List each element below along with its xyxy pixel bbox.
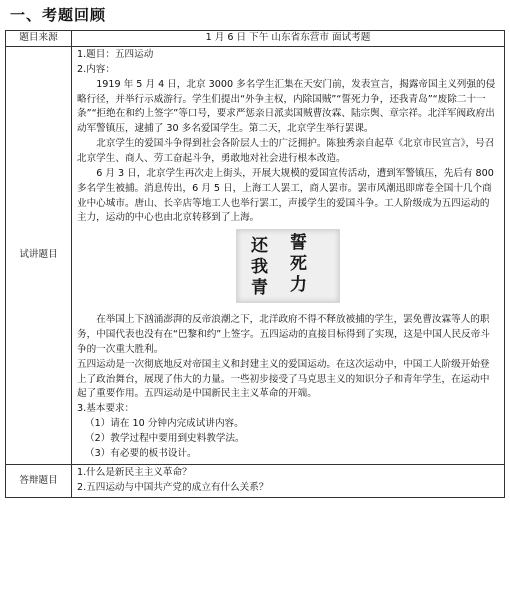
content-paragraph-2: 北京学生的爱国斗争得到社会各阶层人士的广泛拥护。陈独秀亲自起草《北京市民宣言》，号召北京学生、商人、劳工奋起斗争，勇敢地对社会进行根本改造。 — [77, 138, 495, 165]
slogan-char: 死 — [290, 254, 307, 275]
trial-label: 试讲题目 — [6, 47, 72, 465]
requirement-item: （2）教学过程中要用到史料教学法。 — [85, 433, 245, 445]
trial-row — [6, 47, 505, 465]
slogan-calligraphy-image — [236, 229, 340, 303]
trial-content — [72, 47, 505, 465]
content-paragraph-1: 1919 年 5 月 4 日，北京 3000 多名学生汇集在天安门前，发表宣言，揭露帝国主义列强的侵略行径，并举行示威游行。学生们提出“外争主权，内除国贼”“誓死力争，还我青岛”“废除二十一条”“拒绝在和约上签字”等口号，要求严惩亲日派卖国贼曹汝霖、陆宗舆、章宗祥。北洋军阀政府出动军警镇压，逮捕了 30 多名爱国学生。第二天，北京学生举行罢课。 — [77, 78, 496, 135]
slogan-char: 力 — [290, 275, 307, 296]
trial-topic: 1.题目：五四运动 — [77, 49, 154, 60]
section-heading: 一、考题回顾 — [10, 6, 107, 24]
calligraphy-figure — [77, 229, 499, 309]
slogan-char: 我 — [251, 257, 268, 278]
source-value: 1 月 6 日 下午 山东省东营市 面试考题 — [72, 31, 505, 47]
slogan-char: 誓 — [290, 233, 307, 254]
requirements-label: 3.基本要求： — [77, 403, 135, 415]
defense-question: 2.五四运动与中国共产党的成立有什么关系？ — [77, 481, 269, 493]
slogan-column-left — [251, 236, 268, 299]
defense-content — [72, 464, 505, 498]
exam-info-table — [5, 30, 505, 498]
defense-label: 答辩题目 — [6, 464, 72, 498]
content-paragraph-4: 在举国上下汹涌澎湃的反帝浪潮之下，北洋政府不得不释放被捕的学生，罢免曹汝霖等人的职务，中国代表也没有在“巴黎和约”上签字。五四运动的直接目标得到了实现，这是中国人民反帝斗争的一次重大胜利。 — [77, 314, 490, 355]
content-paragraph-3: 6 月 3 日，北京学生再次走上街头，开展大规模的爱国宣传活动，遭到军警镇压，先后有 800 多名学生被捕。消息传出，6 月 5 日，上海工人罢工，商人罢市。罢市风潮迅即席卷全国十几个商业中心城市。唐山、长辛店等地工人也举行罢工，声援学生的爱国斗争。工人阶级成为五四运动的主力，运动的中心也由北京转移到了上海。 — [77, 167, 494, 224]
requirement-item: （3）有必要的板书设计。 — [85, 447, 197, 459]
defense-question: 1.什么是新民主主义革命？ — [77, 466, 192, 478]
slogan-char: 还 — [251, 236, 268, 257]
requirement-item: （1）请在 10 分钟内完成试讲内容。 — [85, 418, 244, 430]
source-row — [6, 31, 505, 47]
content-label: 2.内容： — [77, 63, 115, 75]
slogan-char: 青 — [251, 278, 268, 299]
source-label: 题目来源 — [6, 31, 72, 47]
content-paragraph-5: 五四运动是一次彻底地反对帝国主义和封建主义的爱国运动。在这次运动中，中国工人阶级开始登上了政治舞台，展现了伟大的力量。一些初步接受了马克思主义的知识分子和青年学生，在运动中起了重要作用。五四运动是中国新民主主义革命的开端。 — [77, 358, 490, 400]
defense-row — [6, 464, 505, 498]
slogan-column-right — [290, 233, 307, 296]
